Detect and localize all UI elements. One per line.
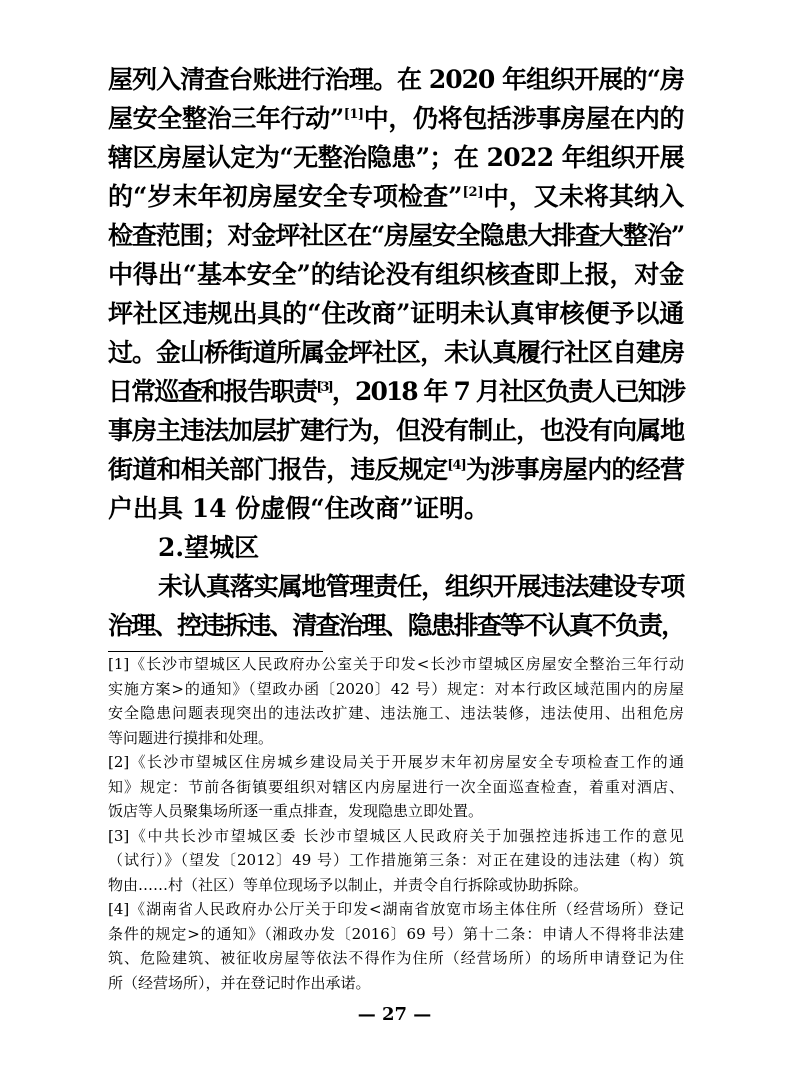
body-line: 事房主违法加层扩建行为，但没有制止，也没有向属地 [108, 416, 684, 445]
footnote-line: 饭店等人员聚集场所逐一重点排查，发现隐患立即处置。 [108, 802, 484, 820]
body-text-segment: ，2018 年 7 月社区负责人已知涉 [331, 377, 684, 406]
footnotes [108, 652, 684, 995]
body-line [108, 372, 684, 411]
footnote-ref: [3] [316, 380, 332, 395]
footnote-line: 筑、危险建筑、被征收房屋等依法不得作为住所（经营场所）的场所申请登记为住 [108, 949, 684, 967]
body-text-segment: 屋安全整治三年行动” [108, 104, 344, 133]
body-line: 中得出“基本安全”的结论没有组织核查即上报，对金 [108, 260, 684, 289]
body-text-segment: 街道和相关部门报告，违反规定 [108, 455, 448, 484]
body-line: 辖区房屋认定为“无整治隐患”；在 2022 年组织开展 [108, 143, 684, 172]
body-line [108, 99, 684, 138]
footnote-ref: [1] [343, 107, 364, 122]
body-text-segment: 日常巡查和报告职责 [108, 377, 317, 406]
body-text-segment: 中，仍将包括涉事房屋在内的 [363, 104, 684, 133]
footnote-line: 所（经营场所），并在登记时作出承诺。 [108, 973, 371, 992]
body-line: 户出具 14 份虚假“住改商”证明。 [108, 494, 489, 523]
body-line: 检查范围；对金坪社区在“房屋安全隐患大排查大整治” [108, 221, 684, 250]
footnote-line: 物由……村（社区）等单位现场予以制止，并责令自行拆除或协助拆除。 [108, 875, 589, 894]
body-line: 过。金山桥街道所属金坪社区，未认真履行社区自建房 [108, 338, 684, 367]
footnote-ref: [2] [462, 185, 484, 200]
body-text [108, 60, 684, 645]
body-line: 治理、控违拆违、清查治理、隐患排查等不认真不负责， [108, 611, 684, 640]
page-number: — 27 — [357, 1004, 432, 1025]
footnote-line: 安全隐患问题表现突出的违法改扩建、违法施工、违法装修，违法使用、出租危房 [108, 704, 684, 722]
footnote-line: [3]《中共长沙市望城区委 长沙市望城区人民政府关于加强控违拆违工作的意见 [108, 826, 684, 845]
footnote-line: 条件的规定>的通知》（湘政办发〔2016〕69 号）第十二条：申请人不得将非法建 [108, 924, 684, 943]
body-line [108, 450, 684, 489]
footnote-line: 实施方案>的通知》（望政办函〔2020〕42 号）规定：对本行政区域范围内的房屋 [108, 679, 684, 698]
footnote-line: 知》规定：节前各街镇要组织对辖区内房屋进行一次全面巡查检查，着重对酒店、 [108, 777, 684, 796]
body-text-segment: 为涉事房屋内的经营 [465, 455, 684, 484]
footnote-line: [4]《湖南省人民政府办公厅关于印发<湖南省放宽市场主体住所（经营场所）登记 [108, 900, 684, 918]
footnote-line: 等问题进行摸排和处理。 [108, 728, 274, 747]
body-line [108, 177, 684, 216]
body-text-segment: 中，又未将其纳入 [483, 182, 685, 211]
body-line: 未认真落实属地管理责任，组织开展违法建设专项 [158, 572, 684, 601]
section-heading: 2.望城区 [158, 533, 260, 562]
footnote-line: （试行）》（望发〔2012〕49 号）工作措施第三条：对正在建设的违法建（构）筑 [108, 851, 684, 869]
body-text-segment: 的“岁末年初房屋安全专项检查” [108, 182, 463, 211]
body-line: 屋列入清查台账进行治理。在 2020 年组织开展的“房 [108, 65, 684, 94]
footnote-line: [2]《长沙市望城区住房城乡建设局关于开展岁末年初房屋安全专项检查工作的通 [108, 753, 684, 771]
body-line: 坪社区违规出具的“住改商”证明未认真审核便予以通 [108, 299, 684, 328]
footnote-line: [1]《长沙市望城区人民政府办公室关于印发<长沙市望城区房屋安全整治三年行动 [108, 655, 684, 673]
footnote-ref: [4] [447, 458, 466, 473]
